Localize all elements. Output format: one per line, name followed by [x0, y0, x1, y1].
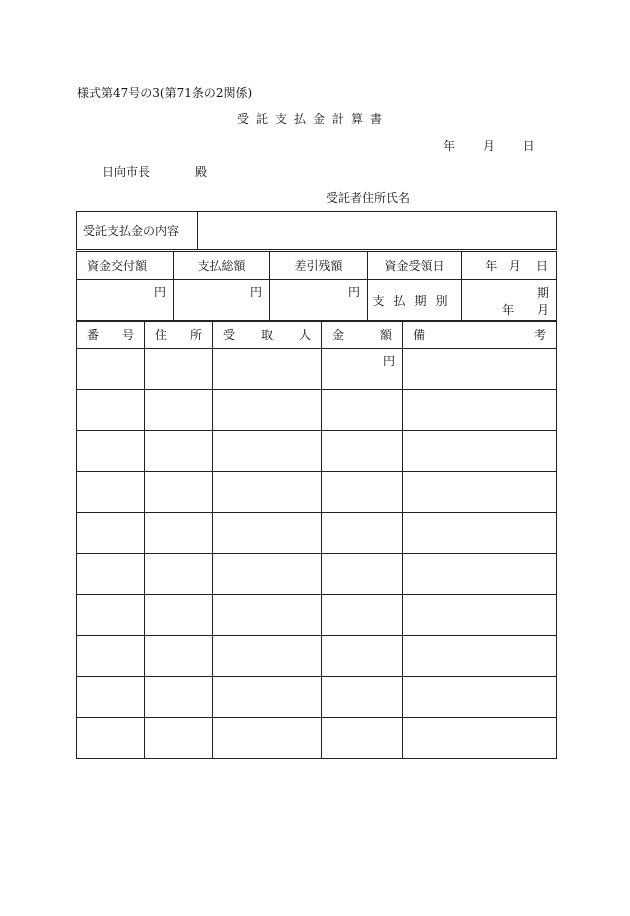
number-cell[interactable] — [77, 349, 145, 390]
form-number: 様式第47号の3(第71条の2関係) — [77, 86, 253, 100]
header-address: 住 所 — [145, 321, 213, 349]
header-balance: 差引残額 — [270, 252, 368, 280]
amount-cell[interactable] — [322, 636, 403, 677]
detail-table — [76, 320, 557, 759]
table-row — [77, 595, 557, 636]
amount-cell[interactable] — [322, 349, 403, 390]
remarks-cell[interactable] — [403, 677, 557, 718]
recipient-cell[interactable] — [213, 636, 322, 677]
table-row — [77, 513, 557, 554]
number-cell[interactable] — [77, 390, 145, 431]
number-cell[interactable] — [77, 472, 145, 513]
address-cell[interactable] — [145, 595, 213, 636]
header-amount: 金 額 — [322, 321, 403, 349]
recipient-cell[interactable] — [213, 554, 322, 595]
amount-cell[interactable] — [322, 554, 403, 595]
number-cell[interactable] — [77, 677, 145, 718]
address-cell[interactable] — [145, 513, 213, 554]
table-row — [77, 472, 557, 513]
address-cell[interactable] — [145, 390, 213, 431]
header-total-paid: 支払総額 — [174, 252, 270, 280]
address-cell[interactable] — [145, 636, 213, 677]
table-row — [77, 554, 557, 595]
table-row — [77, 349, 557, 390]
number-cell[interactable] — [77, 554, 145, 595]
remarks-cell[interactable] — [403, 718, 557, 759]
amount-cell[interactable] — [322, 595, 403, 636]
date-day: 日 — [522, 139, 535, 153]
header-grant-amount: 資金交付額 — [77, 252, 174, 280]
addressee: 日向市長 — [102, 165, 151, 179]
table-row — [77, 431, 557, 472]
address-cell[interactable] — [145, 677, 213, 718]
address-cell[interactable] — [145, 718, 213, 759]
recipient-cell[interactable] — [213, 718, 322, 759]
content-label: 受託支払金の内容 — [77, 212, 198, 250]
recipient-cell[interactable] — [213, 595, 322, 636]
remarks-cell[interactable] — [403, 595, 557, 636]
table-row — [77, 718, 557, 759]
receipt-date-field[interactable]: 年 月 日 — [462, 252, 557, 280]
number-cell[interactable] — [77, 431, 145, 472]
remarks-cell[interactable] — [403, 349, 557, 390]
document-title: 受託支払金計算書 — [237, 112, 390, 126]
table-row — [77, 390, 557, 431]
recipient-cell[interactable] — [213, 390, 322, 431]
amount-cell[interactable] — [322, 431, 403, 472]
recipient-cell[interactable] — [213, 472, 322, 513]
recipient-cell[interactable] — [213, 677, 322, 718]
amount-cell[interactable] — [322, 718, 403, 759]
honorific: 殿 — [195, 165, 208, 179]
address-cell[interactable] — [145, 554, 213, 595]
number-cell[interactable] — [77, 636, 145, 677]
total-paid-field[interactable]: 円 — [174, 280, 270, 322]
balance-field[interactable]: 円 — [270, 280, 368, 322]
grant-amount-field[interactable]: 円 — [77, 280, 174, 322]
trustee-label: 受託者住所氏名 — [326, 191, 411, 205]
remarks-cell[interactable] — [403, 636, 557, 677]
amount-cell[interactable] — [322, 472, 403, 513]
document-date — [443, 137, 535, 154]
remarks-cell[interactable] — [403, 554, 557, 595]
address-cell[interactable] — [145, 472, 213, 513]
remarks-cell[interactable] — [403, 390, 557, 431]
content-table — [76, 211, 557, 250]
table-row — [77, 636, 557, 677]
date-year: 年 — [443, 139, 456, 153]
remarks-cell[interactable] — [403, 513, 557, 554]
remarks-cell[interactable] — [403, 431, 557, 472]
amount-cell[interactable] — [322, 390, 403, 431]
payment-period-label: 支払期別 — [368, 280, 462, 322]
number-cell[interactable] — [77, 513, 145, 554]
amount-cell[interactable] — [322, 513, 403, 554]
number-cell[interactable] — [77, 718, 145, 759]
address-cell[interactable] — [145, 431, 213, 472]
header-receipt-date: 資金受領日 — [368, 252, 462, 280]
address-cell[interactable] — [145, 349, 213, 390]
remarks-cell[interactable] — [403, 472, 557, 513]
header-number: 番 号 — [77, 321, 145, 349]
amount-cell[interactable] — [322, 677, 403, 718]
yen-unit: 円 — [382, 354, 395, 368]
content-field[interactable] — [198, 212, 557, 250]
table-row — [77, 677, 557, 718]
header-remarks: 備 考 — [403, 321, 557, 349]
date-month: 月 — [482, 139, 495, 153]
recipient-cell[interactable] — [213, 431, 322, 472]
number-cell[interactable] — [77, 595, 145, 636]
header-recipient: 受 取 人 — [213, 321, 322, 349]
recipient-cell[interactable] — [213, 349, 322, 390]
summary-table — [76, 251, 557, 322]
recipient-cell[interactable] — [213, 513, 322, 554]
payment-period-field[interactable]: 期 年 月 — [462, 280, 557, 322]
